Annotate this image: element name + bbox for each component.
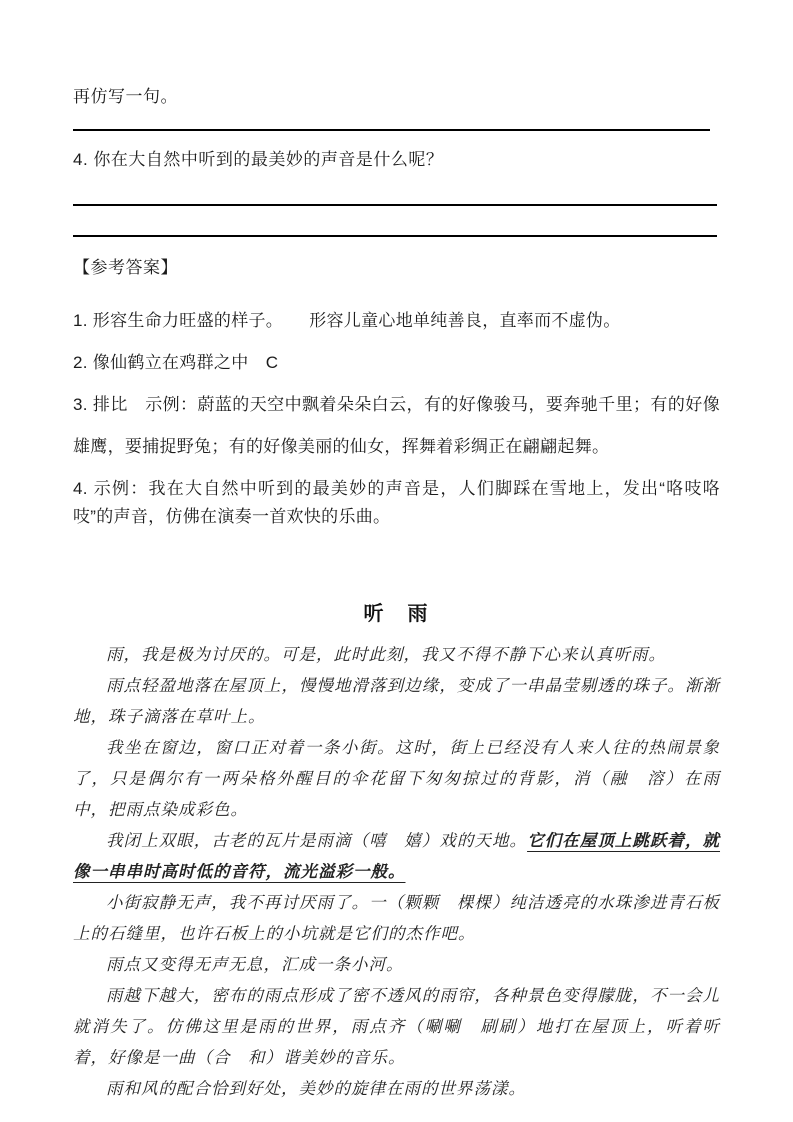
passage-paragraph-4 [73,825,720,887]
passage-paragraph-5: 小街寂静无声，我不再讨厌雨了。一（颗颗 棵棵）纯洁透亮的水珠渗进青石板上的石缝里，也许石板上的小坑就是它们的杰作吧。 [73,893,720,943]
passage-paragraph-4-underlined: 它们在屋顶上跳跃着，就像一串串时高时低的音符，流光溢彩一般。 [73,831,721,881]
passage-paragraph-1: 雨，我是极为讨厌的。可是，此时此刻，我又不得不静下心来认真听雨。 [106,645,666,664]
answer-item-4: 4. 示例：我在大自然中听到的最美妙的声音是，人们脚踩在雪地上，发出“咯吱咯吱”的声音，仿佛在演奏一首欢快的乐曲。 [73,479,720,526]
question-4: 4. 你在大自然中听到的最美妙的声音是什么呢？ [73,150,444,169]
passage-title: 听 雨 [363,603,430,625]
passage-paragraph-3: 我坐在窗边，窗口正对着一条小街。这时，街上已经没有人来人往的热闹景象了，只是偶尔有一两朵格外醒目的伞花留下匆匆掠过的背影，消（融 溶）在雨中，把雨点染成彩色。 [73,738,720,819]
passage-paragraph-8: 雨和风的配合恰到好处，美妙的旋律在雨的世界荡漾。 [106,1079,526,1098]
answer-item-3: 3. 排比 示例：蔚蓝的天空中飘着朵朵白云，有的好像骏马，要奔驰千里；有的好像雄鹰，要捕捉野兔；有的好像美丽的仙女，挥舞着彩绸正在翩翩起舞。 [73,395,720,456]
prompt-rewrite-sentence: 再仿写一句。 [73,87,178,106]
passage-paragraph-2: 雨点轻盈地落在屋顶上，慢慢地滑落到边缘，变成了一串晶莹剔透的珠子。渐渐地，珠子滴落在草叶上。 [73,676,720,726]
answer-blank-line-1 [73,129,710,131]
answer-item-2: 2. 像仙鹤立在鸡群之中 C [73,353,279,372]
passage-paragraph-6: 雨点又变得无声无息，汇成一条小河。 [106,955,404,974]
answer-blank-line-3 [73,235,717,237]
passage-paragraph-7: 雨越下越大，密布的雨点形成了密不透风的雨帘，各种景色变得朦胧，不一会儿就消失了。仿佛这里是雨的世界，雨点齐（唰唰 刷刷）地打在屋顶上，听着听着，好像是一曲（合 和）谐美妙的音乐。 [73,986,720,1067]
passage-paragraph-4-plain: 我闭上双眼，古老的瓦片是雨滴（嘻 嬉）戏的天地。 [106,831,528,850]
passage-body [73,639,720,1104]
reference-answers-header: 【参考答案】 [73,258,178,277]
answer-blank-line-2 [73,204,717,206]
answer-item-1: 1. 形容生命力旺盛的样子。 形容儿童心地单纯善良，直率而不虚伪。 [73,311,621,330]
reference-answers-list [73,300,720,531]
